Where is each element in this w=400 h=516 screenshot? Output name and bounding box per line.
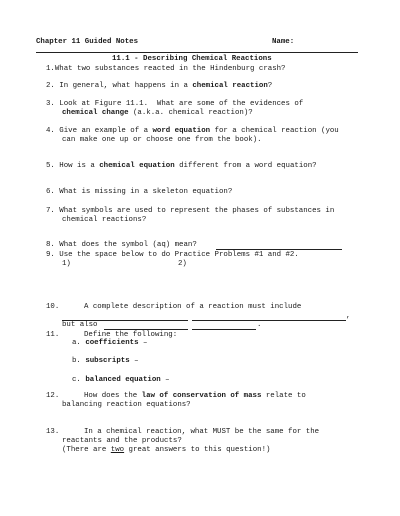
question-1: 1.What two substances reacted in the Hindenburg crash? — [46, 65, 286, 73]
question-12-line-2: balancing reaction equations? — [62, 401, 191, 409]
question-4-line-1: 4. Give an example of a word equation for a chemical reaction (you — [46, 127, 339, 135]
question-12-number: 12. — [46, 392, 60, 400]
question-13-line-3: (There are two great answers to this question!) — [62, 446, 271, 454]
answer-line-8 — [216, 249, 342, 250]
question-3-line-1: 3. Look at Figure 11.1. What are some of the evidences of — [46, 100, 304, 108]
answer-line-10b — [192, 320, 346, 321]
question-8: 8. What does the symbol (aq) mean? — [46, 241, 197, 249]
name-label: Name: — [272, 38, 295, 46]
question-5: 5. How is a chemical equation different from a word equation? — [46, 162, 317, 170]
problem-1-label: 1) — [62, 260, 71, 268]
definition-balanced-equation: c. balanced equation – — [72, 376, 170, 384]
header-rule — [36, 52, 358, 53]
answer-line-10d — [192, 329, 256, 330]
question-10-number: 10. — [46, 303, 60, 311]
question-10-comma: , — [346, 312, 351, 320]
question-9: 9. Use the space below to do Practice Problems #1 and #2. — [46, 251, 299, 259]
section-title: 11.1 - Describing Chemical Reactions — [112, 55, 272, 63]
question-7-line-1: 7. What symbols are used to represent the phases of substances in — [46, 207, 335, 215]
question-13-line-2: reactants and the products? — [62, 437, 182, 445]
problem-2-label: 2) — [178, 260, 187, 268]
question-10-period: . — [257, 321, 262, 329]
chapter-title: Chapter 11 Guided Notes — [36, 38, 139, 46]
question-10-but-also: but also — [62, 321, 98, 329]
question-7-line-2: chemical reactions? — [62, 216, 147, 224]
question-11-number: 11. — [46, 331, 60, 339]
question-13-line-1: In a chemical reaction, what MUST be the same for the — [84, 428, 320, 436]
question-2: 2. In general, what happens in a chemical reaction? — [46, 82, 273, 90]
question-3-line-2: chemical change (a.k.a. chemical reaction)? — [62, 109, 253, 117]
definition-subscripts: b. subscripts – — [72, 357, 139, 365]
answer-line-10c — [104, 329, 188, 330]
question-6: 6. What is missing in a skeleton equation? — [46, 188, 233, 196]
question-4-line-2: can make one up or choose one from the book). — [62, 136, 262, 144]
definition-coefficients: a. coefficients – — [72, 339, 148, 347]
question-11: Define the following: — [84, 331, 178, 339]
question-12-line-1: How does the law of conservation of mass relate to — [84, 392, 306, 400]
question-10-line-1: A complete description of a reaction must include — [84, 303, 302, 311]
question-13-number: 13. — [46, 428, 60, 436]
